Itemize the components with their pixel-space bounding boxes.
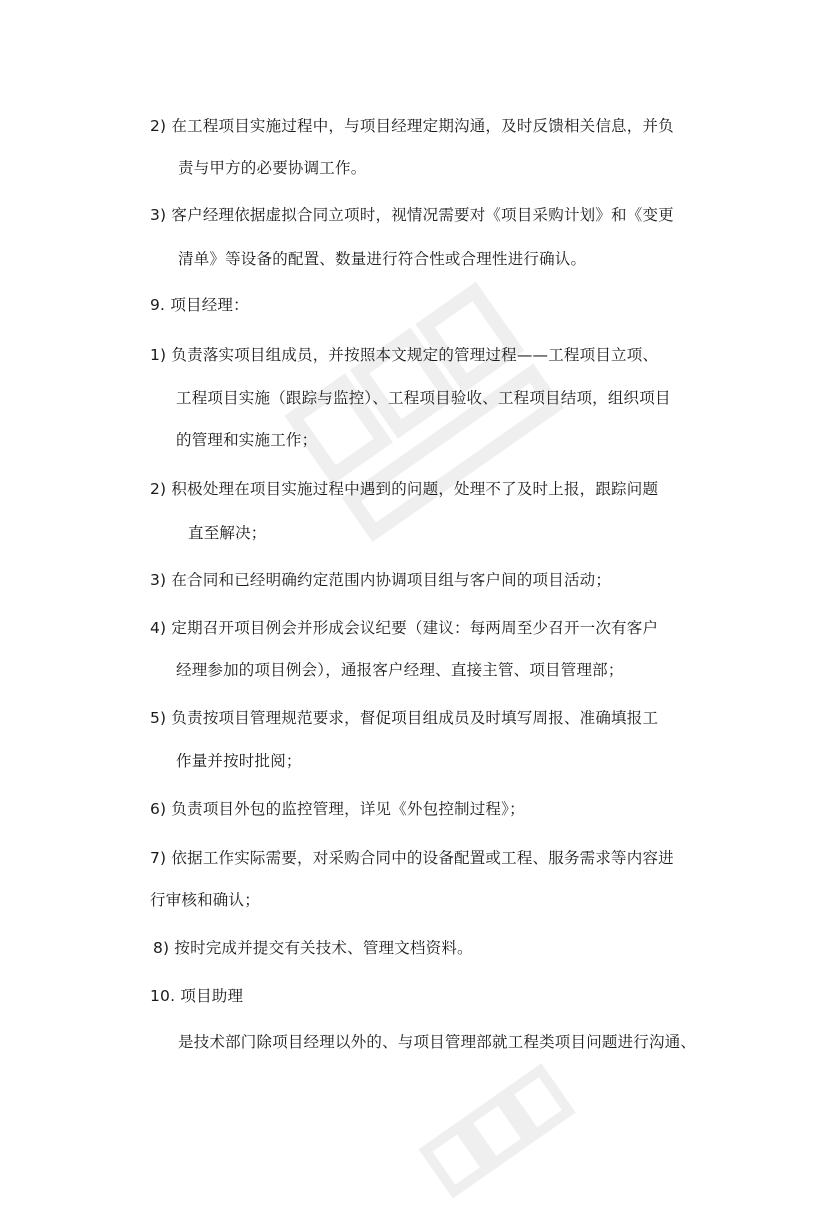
text-line-17: 7) 依据工作实际需要，对采购合同中的设备配置或工程、服务需求等内容进 (150, 849, 674, 867)
text-line-16: 6) 负责项目外包的监控管理，详见《外包控制过程》； (150, 800, 525, 818)
section-heading-project-assistant: 10. 项目助理 (150, 987, 244, 1005)
text-line-8: 的管理和实施工作； (176, 431, 318, 449)
watermark-logo-bottom (406, 1048, 594, 1222)
text-line-1: 2) 在工程项目实施过程中，与项目经理定期沟通，及时反馈相关信息，并负 (150, 117, 674, 135)
text-line-2: 责与甲方的必要协调工作。 (178, 159, 367, 177)
text-line-11: 3) 在合同和已经明确约定范围内协调项目组与客户间的项目活动； (150, 571, 612, 589)
watermark-logo (255, 247, 606, 593)
text-line-12: 4) 定期召开项目例会并形成会议纪要（建议：每两周至少召开一次有客户 (150, 619, 659, 637)
text-line-10: 直至解决； (188, 524, 267, 542)
text-line-7: 工程项目实施（跟踪与监控）、工程项目验收、工程项目结项，组织项目 (176, 389, 671, 407)
section-heading-project-manager: 9. 项目经理： (150, 296, 249, 314)
text-line-13: 经理参加的项目例会），通报客户经理、直接主管、项目管理部； (176, 661, 624, 679)
text-line-9: 2) 积极处理在项目实施过程中遇到的问题，处理不了及时上报，跟踪问题 (150, 480, 659, 498)
text-line-21: 是技术部门除项目经理以外的、与项目管理部就工程类项目问题进行沟通、 (178, 1033, 697, 1051)
text-line-19: 8) 按时完成并提交有关技术、管理文档资料。 (153, 939, 473, 957)
text-line-6: 1) 负责落实项目组成员，并按照本文规定的管理过程——工程项目立项、 (150, 346, 659, 364)
text-line-15: 作量并按时批阅； (176, 752, 302, 770)
text-line-4: 清单》等设备的配置、数量进行符合性或合理性进行确认。 (178, 250, 587, 268)
text-line-18: 行审核和确认； (150, 891, 260, 909)
text-line-14: 5) 负责按项目管理规范要求，督促项目组成员及时填写周报、准确填报工 (150, 709, 659, 727)
text-line-3: 3) 客户经理依据虚拟合同立项时，视情况需要对《项目采购计划》和《变更 (150, 206, 674, 224)
